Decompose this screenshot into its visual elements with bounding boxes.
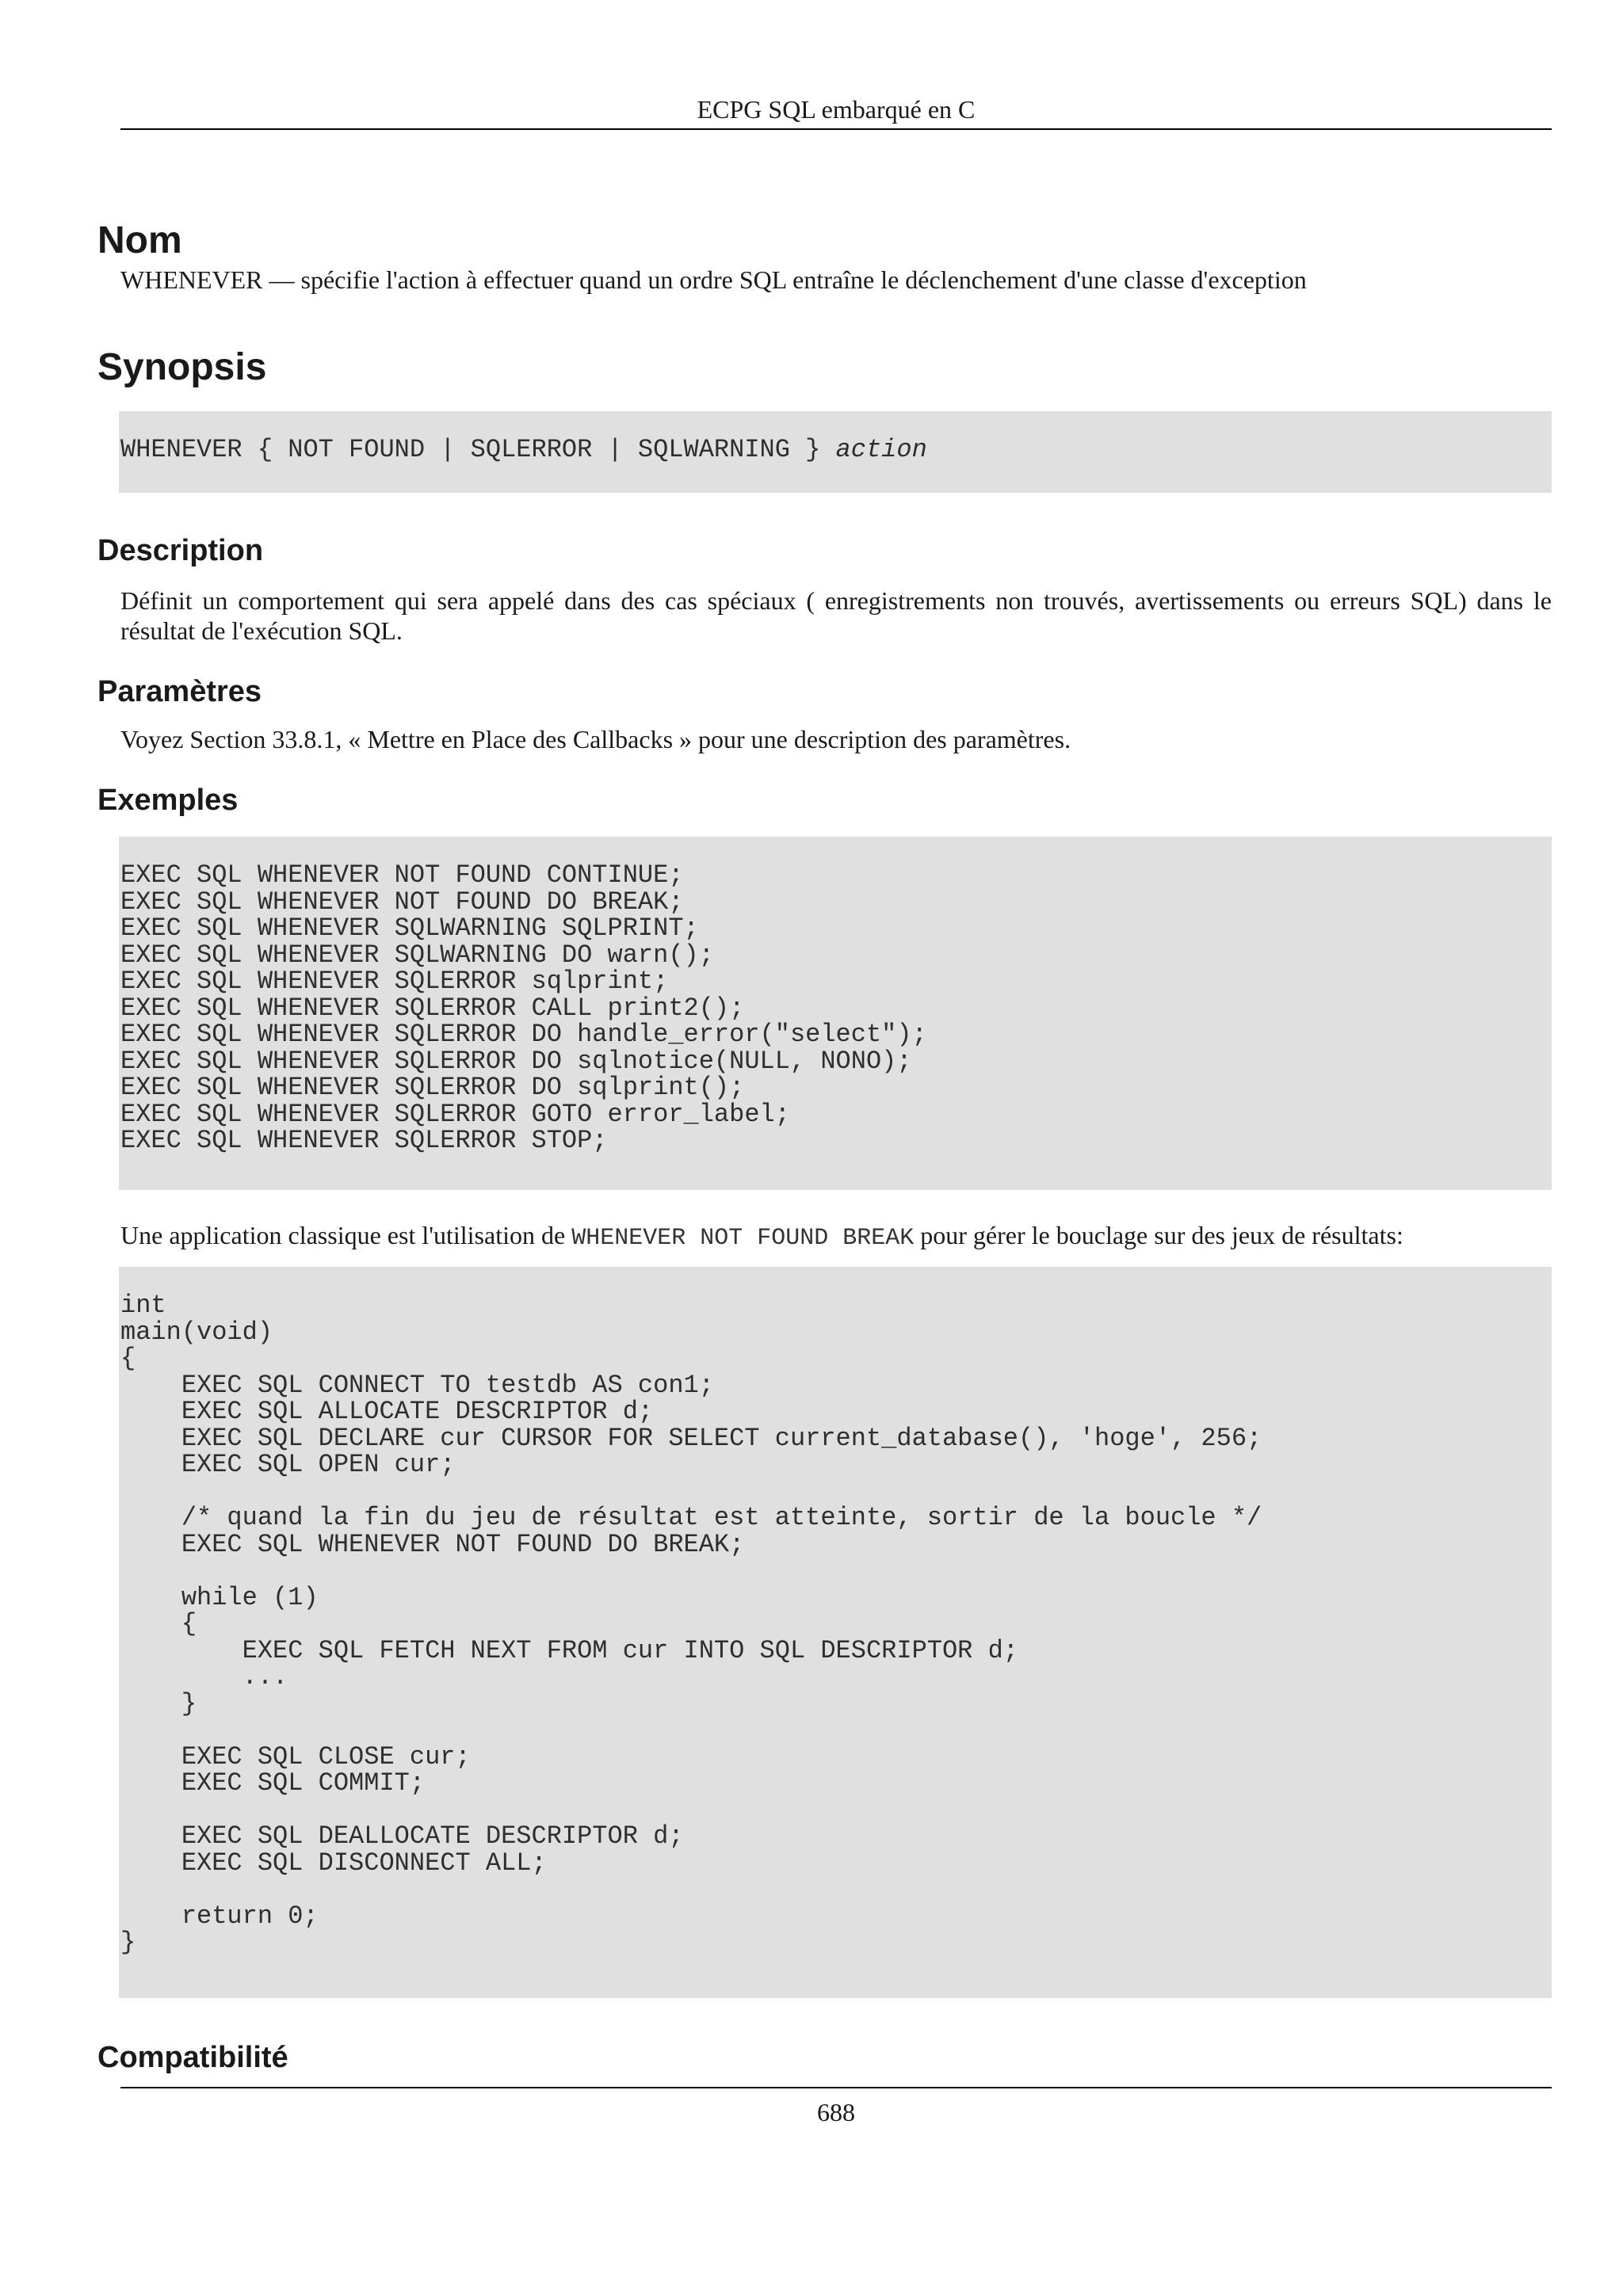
- synopsis-code-action: action: [835, 435, 927, 464]
- exemples-inline-code: WHENEVER NOT FOUND BREAK: [571, 1225, 915, 1252]
- exemples-code-block-2: [119, 1267, 1552, 1998]
- exemples-code-2: int main(void) { EXEC SQL CONNECT TO testdb AS con1; EXEC SQL ALLOCATE DESCRIPTOR d; EXEC SQL DECLARE cur CURSOR FOR SELECT current_database(), 'hoge', 256; EXEC SQL OPEN cur; /* quand la fin du jeu de résultat est atteinte, sortir de la boucle */ EXEC SQL WHENEVER NOT FOUND DO BREAK; while (1) { EXEC SQL FETCH NEXT FROM cur INTO SQL DESCRIPTOR d; ... } EXEC SQL CLOSE cur; EXEC SQL COMMIT; EXEC SQL DEALLOCATE DESCRIPTOR d; EXEC SQL DISCONNECT ALL; return 0; }: [120, 1291, 1262, 1957]
- page-header: [120, 93, 1552, 130]
- heading-nom: Nom: [97, 219, 182, 261]
- heading-compatibilite: Compatibilité: [97, 2041, 288, 2074]
- exemples-text-before: Une application classique est l'utilisation de: [120, 1221, 572, 1249]
- exemples-code-1: EXEC SQL WHENEVER NOT FOUND CONTINUE; EXEC SQL WHENEVER NOT FOUND DO BREAK; EXEC SQL WHENEVER SQLWARNING SQLPRINT; EXEC SQL WHENEVER SQLWARNING DO warn(); EXEC SQL WHENEVER SQLERROR sqlprint; EXEC SQL WHENEVER SQLERROR CALL print2(); EXEC SQL WHENEVER SQLERROR DO handle_error("select"); EXEC SQL WHENEVER SQLERROR DO sqlnotice(NULL, NONO); EXEC SQL WHENEVER SQLERROR DO sqlprint(); EXEC SQL WHENEVER SQLERROR GOTO error_label; EXEC SQL WHENEVER SQLERROR STOP;: [120, 860, 927, 1155]
- synopsis-code-prefix: WHENEVER { NOT FOUND | SQLERROR | SQLWARNING }: [120, 435, 836, 464]
- synopsis-code: [120, 411, 1552, 463]
- description-text: Définit un comportement qui sera appelé dans des cas spéciaux ( enregistrements non trouvés, avertissements ou erreurs SQL) dans le résultat de l'exécution SQL.: [120, 586, 1552, 645]
- nom-text: WHENEVER — spécifie l'action à effectuer quand un ordre SQL entraîne le déclenchement d'une classe d'exception: [120, 265, 1307, 294]
- exemples-text: [120, 1220, 1552, 1253]
- page-footer: [120, 2087, 1552, 2128]
- exemples-code-block-1: [119, 837, 1552, 1190]
- header-title: ECPG SQL embarqué en C: [697, 95, 976, 124]
- page-number: 688: [817, 2098, 855, 2126]
- exemples-text-after: pour gérer le bouclage sur des jeux de résultats:: [914, 1221, 1403, 1249]
- synopsis-code-block: [119, 411, 1552, 493]
- heading-parametres: Paramètres: [97, 675, 262, 708]
- heading-exemples: Exemples: [97, 784, 239, 817]
- parametres-text: Voyez Section 33.8.1, « Mettre en Place des Callbacks » pour une description des paramètres.: [120, 725, 1071, 753]
- heading-synopsis: Synopsis: [97, 346, 267, 388]
- heading-description: Description: [97, 534, 264, 567]
